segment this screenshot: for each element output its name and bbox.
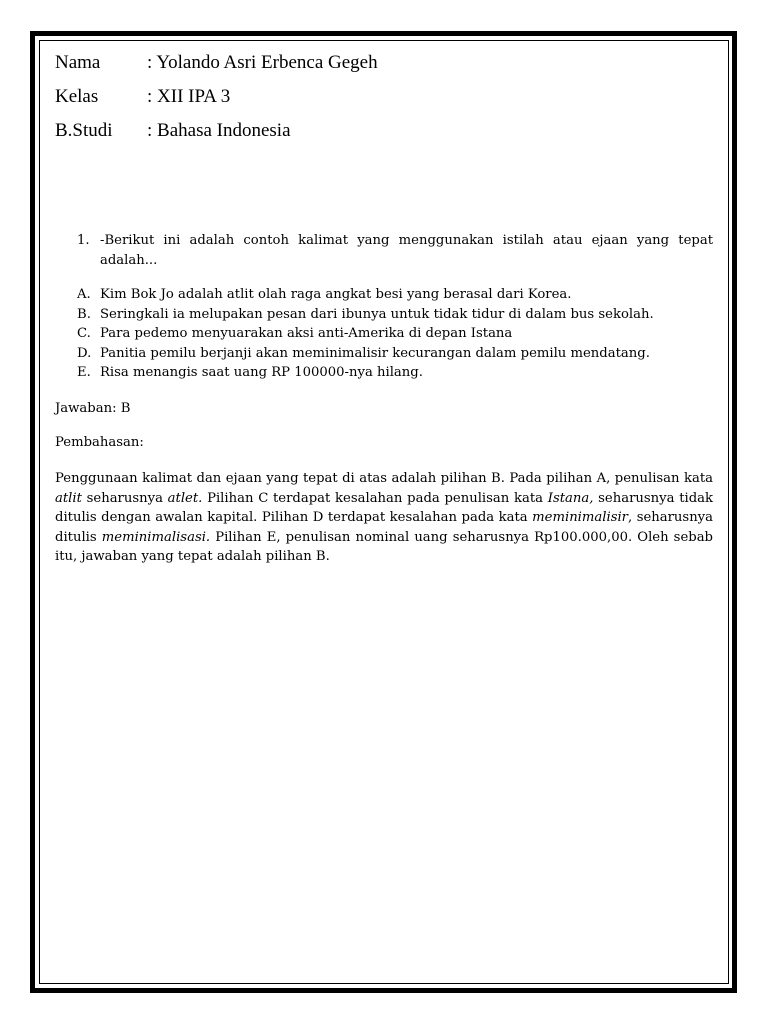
question-block (55, 231, 713, 270)
header-row-name (55, 50, 378, 84)
option-item (55, 305, 713, 325)
option-letter: B. (77, 306, 91, 322)
italic-term: atlit (55, 490, 82, 506)
student-info-header (55, 50, 378, 152)
question-text: -Berikut ini adalah contoh kalimat yang menggunakan istilah atau ejaan yang tepat adalah... (100, 233, 713, 268)
discussion-paragraph (55, 469, 713, 567)
discussion-text: Pilihan E, penulisan nominal uang seharusnya Rp100.000,00. Oleh sebab itu, jawaban yang tepat adalah pilihan B. (55, 529, 713, 564)
italic-term: meminimalisir (532, 510, 628, 525)
option-letter: E. (77, 365, 91, 380)
header-label: Kelas (55, 86, 99, 107)
discussion-text: , seharusnya ditulis (55, 510, 713, 545)
option-text: Panitia pemilu berjanji akan meminimalisir kecurangan dalam pemilu mendatang. (100, 345, 650, 361)
header-value: : Bahasa Indonesia (147, 120, 291, 141)
header-value: : XII IPA 3 (147, 86, 231, 107)
option-text: Para pedemo menyuarakan aksi anti-Amerika di depan Istana (100, 326, 513, 341)
header-row-class (55, 84, 378, 118)
option-text: Kim Bok Jo adalah atlit olah raga angkat besi yang berasal dari Korea. (100, 287, 572, 302)
option-letter: A. (77, 287, 91, 302)
italic-term: atlet. (167, 490, 203, 506)
option-letter: D. (77, 345, 92, 361)
options-list (55, 285, 713, 383)
discussion-text: Penggunaan kalimat dan ejaan yang tepat di atas adalah pilihan B. Pada pilihan A, penulisan kata (55, 471, 713, 486)
header-label: B.Studi (55, 120, 113, 141)
discussion-text: seharusnya (81, 490, 168, 506)
italic-term: meminimalisasi. (101, 529, 211, 545)
answer-line: Jawaban: B (55, 401, 131, 416)
option-item (55, 285, 713, 305)
option-letter: C. (77, 326, 91, 341)
option-item (55, 344, 713, 364)
discussion-label: Pembahasan: (55, 435, 144, 450)
question-number: 1. (77, 233, 90, 248)
discussion-text: Pilihan C terdapat kesalahan pada penulisan kata (202, 490, 548, 506)
header-row-subject (55, 118, 378, 152)
option-text: Seringkali ia melupakan pesan dari ibunya untuk tidak tidur di dalam bus sekolah. (100, 306, 654, 322)
header-label: Nama (55, 52, 101, 73)
option-text: Risa menangis saat uang RP 100000-nya hilang. (100, 365, 423, 380)
option-item (55, 324, 713, 344)
option-item (55, 363, 713, 383)
discussion-text: seharusnya tidak ditulis dengan awalan kapital. Pilihan D terdapat kesalahan pada kata (55, 490, 714, 525)
italic-term: Istana, (547, 490, 594, 506)
header-value: : Yolando Asri Erbenca Gegeh (147, 52, 378, 73)
